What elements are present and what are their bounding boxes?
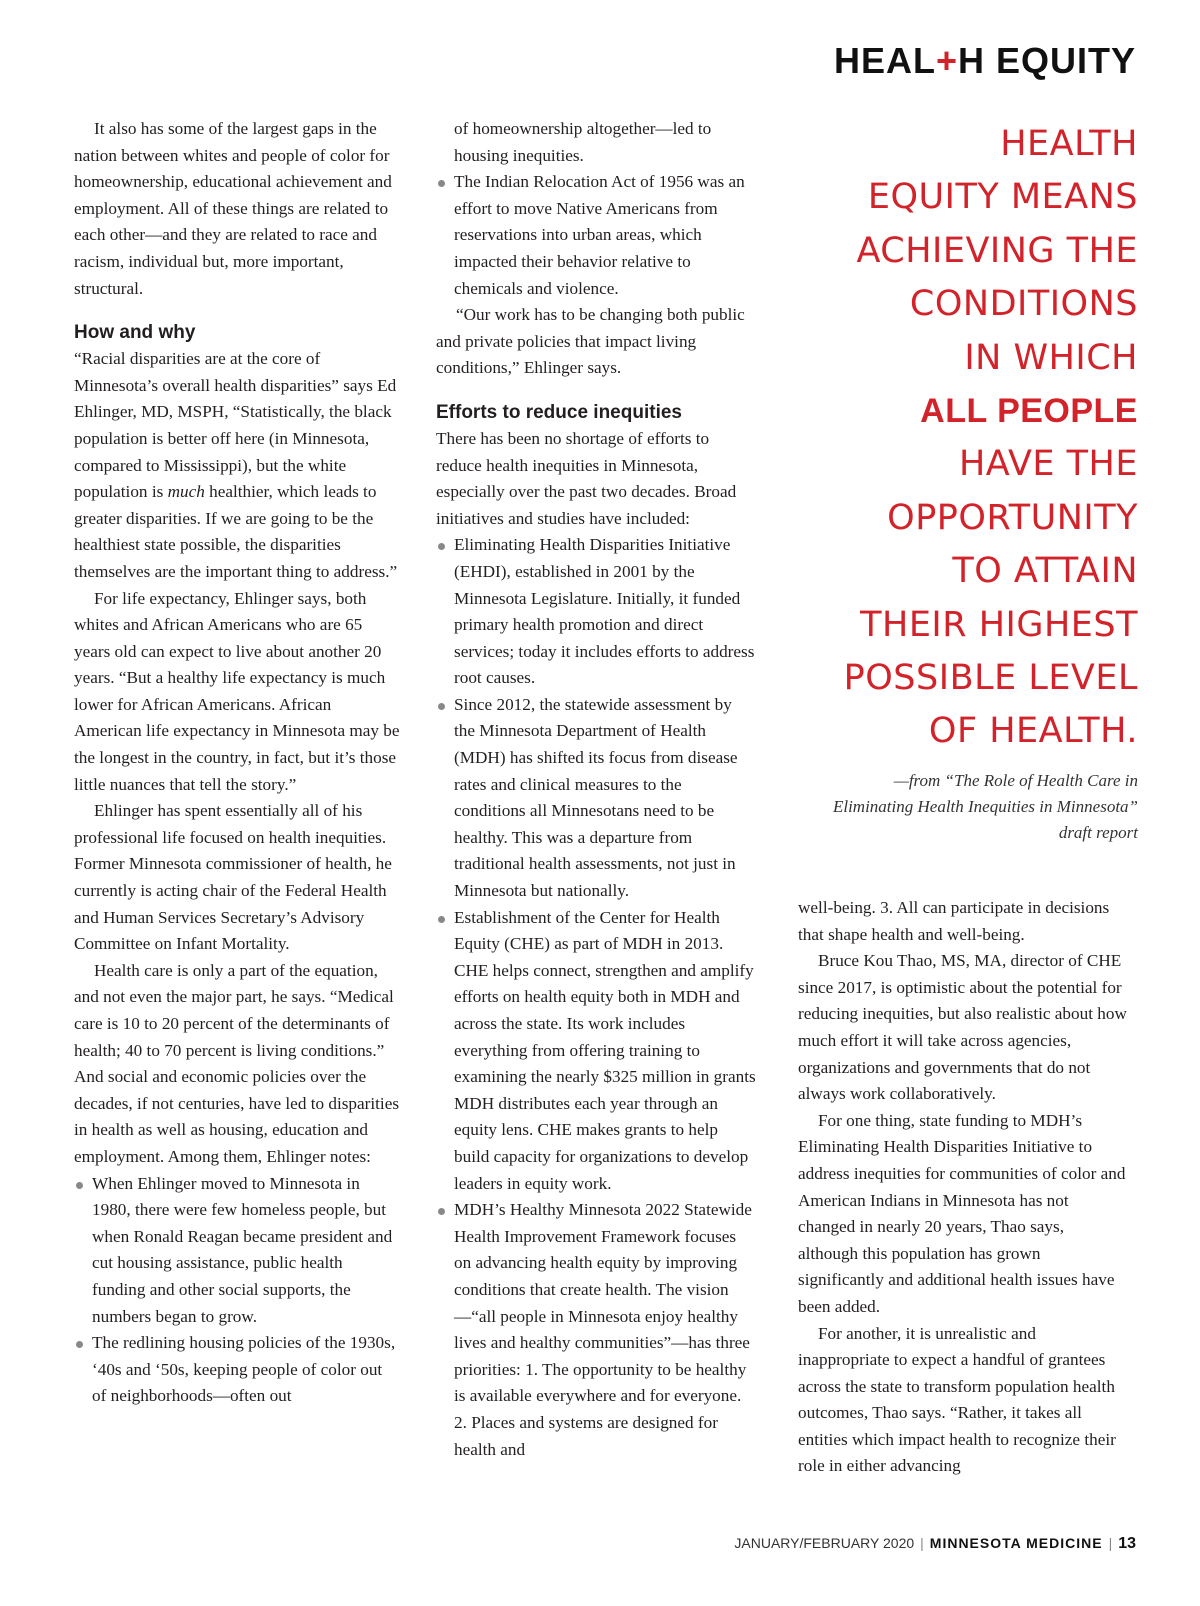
pull-quote-line: IN WHICH [964, 337, 1138, 378]
list-item: Establishment of the Center for Health Equity (CHE) as part of MDH in 2013. CHE helps connect, strengthen and amplify efforts on health equity both in MDH and across the state. Its work includes everything from offering training to examining the nearly $325 million in grants MDH distributes each year through an equity lens. CHE makes grants to help build capacity for organizations to develop leaders in equity work. [436, 905, 756, 1198]
paragraph-text: healthier, which leads to greater disparities. If we are going to be the healthiest state possible, the disparities themselves are the important thing to address.” [74, 482, 398, 581]
pull-quote-emphasis: ALL PEOPLE [920, 392, 1138, 431]
masthead-text-end: H EQUITY [957, 40, 1136, 81]
pull-quote-line: HAVE THE [958, 444, 1138, 485]
paragraph: For another, it is unrealistic and inappropriate to expect a handful of grantees across the state to transform population health outcomes, Thao says. “Rather, it takes all entities which impact health to recognize their role in either advancing [798, 1323, 1116, 1476]
section-masthead [834, 40, 1136, 82]
pull-quote-line: TO ATTAIN [952, 551, 1138, 592]
paragraph: For one thing, state funding to MDH’s Eliminating Health Disparities Initiative to address inequities for communities of color and American Indians in Minnesota has not changed in nearly 20 years, Thao says, although this population has grown significantly and additional health issues have been added. [798, 1110, 1126, 1316]
bullet-list [436, 532, 756, 1463]
footer-divider: | [1108, 1535, 1113, 1551]
article-column-2 [436, 116, 756, 1463]
pull-quote-line: OPPORTUNITY [887, 497, 1138, 538]
masthead-text-start: HEAL [833, 40, 936, 81]
pull-quote-line: CONDITIONS [909, 284, 1138, 325]
magazine-name: MINNESOTA MEDICINE [929, 1535, 1103, 1551]
emphasis-text: much [167, 482, 205, 502]
issue-date: JANUARY/FEBRUARY 2020 [734, 1535, 915, 1551]
paragraph: There has been no shortage of efforts to reduce health inequities in Minnesota, especially over the past two decades. Broad initiatives and studies have included: [436, 428, 737, 528]
article-column-3 [798, 895, 1128, 1480]
paragraph: “Our work has to be changing both public and private policies that impact living conditions,” Ehlinger says. [436, 305, 745, 378]
paragraph-text: “Racial disparities are at the core of Minnesota’s overall health disparities” says Ed Ehlinger, MD, MSPH, “Statistically, the black population is better off here (in Minnesota, compared to Mississippi), but the white population is [74, 349, 397, 502]
page-footer [734, 1535, 1136, 1553]
pull-quote-line: HEALTH [1000, 124, 1138, 164]
list-item: When Ehlinger moved to Minnesota in 1980, there were few homeless people, but when Ronald Reagan became president and cut housing assistance, public health funding and other social supports, the numbers began to grow. [74, 1171, 400, 1331]
pull-quote-line: THEIR HIGHEST [860, 604, 1138, 645]
pull-quote-attribution: —from “The Role of Health Care in Eliminating Health Inequities in Minnesota” draft report [832, 771, 1138, 842]
paragraph: of homeownership altogether—led to housing inequities. [454, 119, 712, 165]
paragraph: Health care is only a part of the equation, and not even the major part, he says. “Medical care is 10 to 20 percent of the determinants of health; 40 to 70 percent is living conditions.” And social and economic policies over the decades, if not centuries, have led to disparities in health as well as housing, education and employment. Among them, Ehlinger notes: [74, 960, 400, 1166]
paragraph: For life expectancy, Ehlinger says, both whites and African Americans who are 65 years old can expect to live about another 20 years. “But a healthy life expectancy is much lower for African Americans. African American life expectancy in Minnesota may be the longest in the country, in fact, but it’s those little nuances that tell the story.” [74, 588, 400, 794]
list-item: Eliminating Health Disparities Initiative (EHDI), established in 2001 by the Minnesota Legislature. Initially, it funded primary health promotion and direct services; today it includes efforts to address root causes. [436, 532, 756, 692]
section-heading: How and why [74, 322, 196, 344]
page-number: 13 [1118, 1535, 1136, 1552]
footer-divider: | [920, 1535, 924, 1551]
pull-quote-line: POSSIBLE LEVEL [843, 658, 1138, 699]
bullet-list [436, 169, 756, 302]
list-item: MDH’s Healthy Minnesota 2022 Statewide Health Improvement Framework focuses on advancing health equity by improving conditions that create health. The vision—“all people in Minnesota enjoy healthy lives and healthy communities”—has three priorities: 1. The opportunity to be healthy is available everywhere and for everyone. 2. Places and systems are designed for health and [436, 1197, 756, 1463]
article-column-1 [74, 116, 400, 1410]
paragraph: well-being. 3. All can participate in decisions that shape health and well-being. [798, 898, 1110, 944]
pull-quote [812, 118, 1138, 759]
list-item: The redlining housing policies of the 1930s, ‘40s and ‘50s, keeping people of color out of neighborhoods—often out [74, 1330, 400, 1410]
paragraph: It also has some of the largest gaps in the nation between whites and people of color for homeownership, educational achievement and employment. All of these things are related to each other—and they are related to race and racism, individual but, more important, structural. [74, 119, 392, 298]
pull-quote-line: ACHIEVING THE [856, 230, 1138, 271]
bullet-list [74, 1171, 400, 1410]
list-item: Since 2012, the statewide assessment by the Minnesota Department of Health (MDH) has shifted its focus from disease rates and clinical measures to the conditions all Minnesotans need to be healthy. This was a departure from traditional health assessments, not just in Minnesota but nationally. [436, 692, 756, 905]
paragraph [74, 346, 400, 585]
section-heading: Efforts to reduce inequities [436, 401, 682, 423]
paragraph: Bruce Kou Thao, MS, MA, director of CHE since 2017, is optimistic about the potential for reducing inequities, but also realistic about how much effort it will take across agencies, organizations and governments that do not always work collaboratively. [798, 951, 1127, 1104]
pull-quote-line: OF HEALTH. [928, 711, 1138, 752]
pull-quote-line: EQUITY MEANS [867, 177, 1138, 218]
list-item: The Indian Relocation Act of 1956 was an effort to move Native Americans from reservations into urban areas, which impacted their behavior relative to chemicals and violence. [436, 169, 756, 302]
masthead-plus-icon: + [935, 40, 958, 81]
paragraph: Ehlinger has spent essentially all of his professional life focused on health inequities. Former Minnesota commissioner of health, he currently is acting chair of the Federal Health and Human Services Secretary’s Advisory Committee on Infant Mortality. [74, 801, 392, 954]
